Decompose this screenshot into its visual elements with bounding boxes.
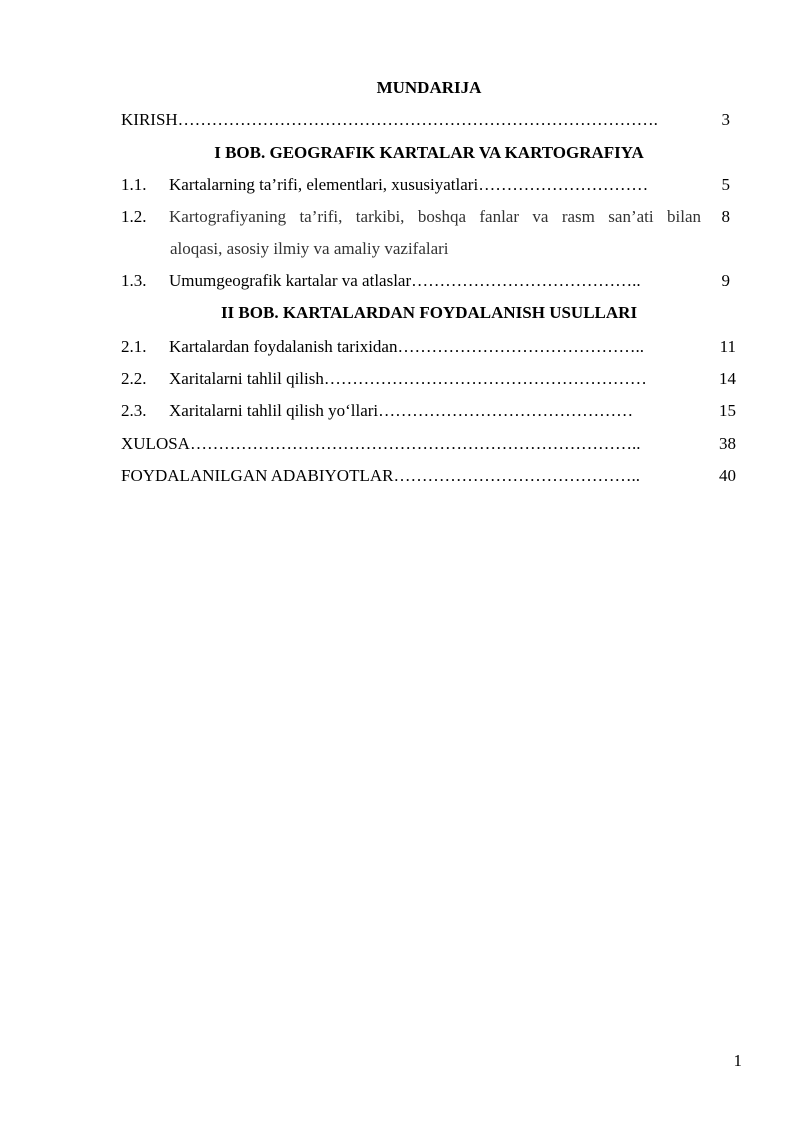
toc-page-number: 5	[721, 175, 730, 194]
chapter-heading-1[interactable]: I BOB. GEOGRAFIK KARTALAR VA KARTOGRAFIYA	[214, 143, 644, 162]
toc-page-number: 3	[721, 110, 730, 129]
toc-section-number: 2.2.	[121, 369, 147, 388]
toc-page-number: 8	[721, 207, 730, 226]
footer-page-number: 1	[733, 1051, 742, 1070]
toc-entry-1-2[interactable]	[121, 206, 703, 228]
toc-entry-2-2[interactable]	[121, 368, 703, 390]
toc-section-number: 2.1.	[121, 337, 147, 356]
toc-entry-text: XULOSA	[121, 434, 190, 453]
toc-section-number: 1.2.	[121, 207, 147, 226]
toc-page-number: 38	[719, 434, 736, 453]
toc-page-number: 11	[719, 337, 736, 356]
toc-entry-text: Umumgeografik kartalar va atlaslar	[169, 271, 412, 290]
toc-entry-kirish[interactable]	[121, 109, 703, 131]
toc-entry-text: Kartalarning ta’rifi, elementlari, xususiyatlari	[169, 175, 479, 194]
toc-page-number: 14	[719, 369, 736, 388]
toc-entry-text: FOYDALANILGAN ADABIYOTLAR	[121, 466, 394, 485]
toc-entry-2-1[interactable]	[121, 336, 703, 358]
toc-section-number: 2.3.	[121, 401, 147, 420]
toc-leader-dots: …………………………………..	[411, 271, 641, 290]
toc-entry-text-continued: aloqasi, asosiy ilmiy va amaliy vazifalari	[170, 239, 449, 258]
toc-entry-text: Kartografiyaning ta’rifi, tarkibi, boshqa fanlar va rasm san’ati bilan	[169, 207, 701, 226]
toc-page-number: 9	[721, 271, 730, 290]
toc-entry-adabiyotlar[interactable]	[121, 465, 703, 487]
toc-section-number: 1.1.	[121, 175, 147, 194]
toc-entry-text: Kartalardan foydalanish tarixidan	[169, 337, 398, 356]
toc-leader-dots: ……………………………………………………………………..	[189, 434, 641, 453]
toc-leader-dots: ……………………………………..	[393, 466, 640, 485]
toc-entry-1-3[interactable]	[121, 270, 703, 292]
toc-leader-dots: …………………………	[478, 175, 649, 194]
toc-leader-dots: ……………………………………..	[397, 337, 644, 356]
toc-leader-dots: …………………………………………………	[323, 369, 647, 388]
toc-entry-xulosa[interactable]	[121, 433, 703, 455]
toc-entry-text: Xaritalarni tahlil qilish	[169, 369, 324, 388]
toc-section-number: 1.3.	[121, 271, 147, 290]
toc-entry-text: Xaritalarni tahlil qilish yo‘llari	[169, 401, 379, 420]
page-title: MUNDARIJA	[376, 78, 482, 97]
toc-entry-text: KIRISH	[121, 110, 178, 129]
toc-entry-2-3[interactable]	[121, 400, 703, 422]
toc-leader-dots: ………………………………………	[378, 401, 634, 420]
toc-page-number: 40	[719, 466, 736, 485]
toc-leader-dots: ………………………………………………………………………….	[177, 110, 658, 129]
chapter-heading-2[interactable]: II BOB. KARTALARDAN FOYDALANISH USULLARI	[220, 303, 638, 322]
toc-entry-1-1[interactable]	[121, 174, 703, 196]
toc-page-number: 15	[719, 401, 736, 420]
